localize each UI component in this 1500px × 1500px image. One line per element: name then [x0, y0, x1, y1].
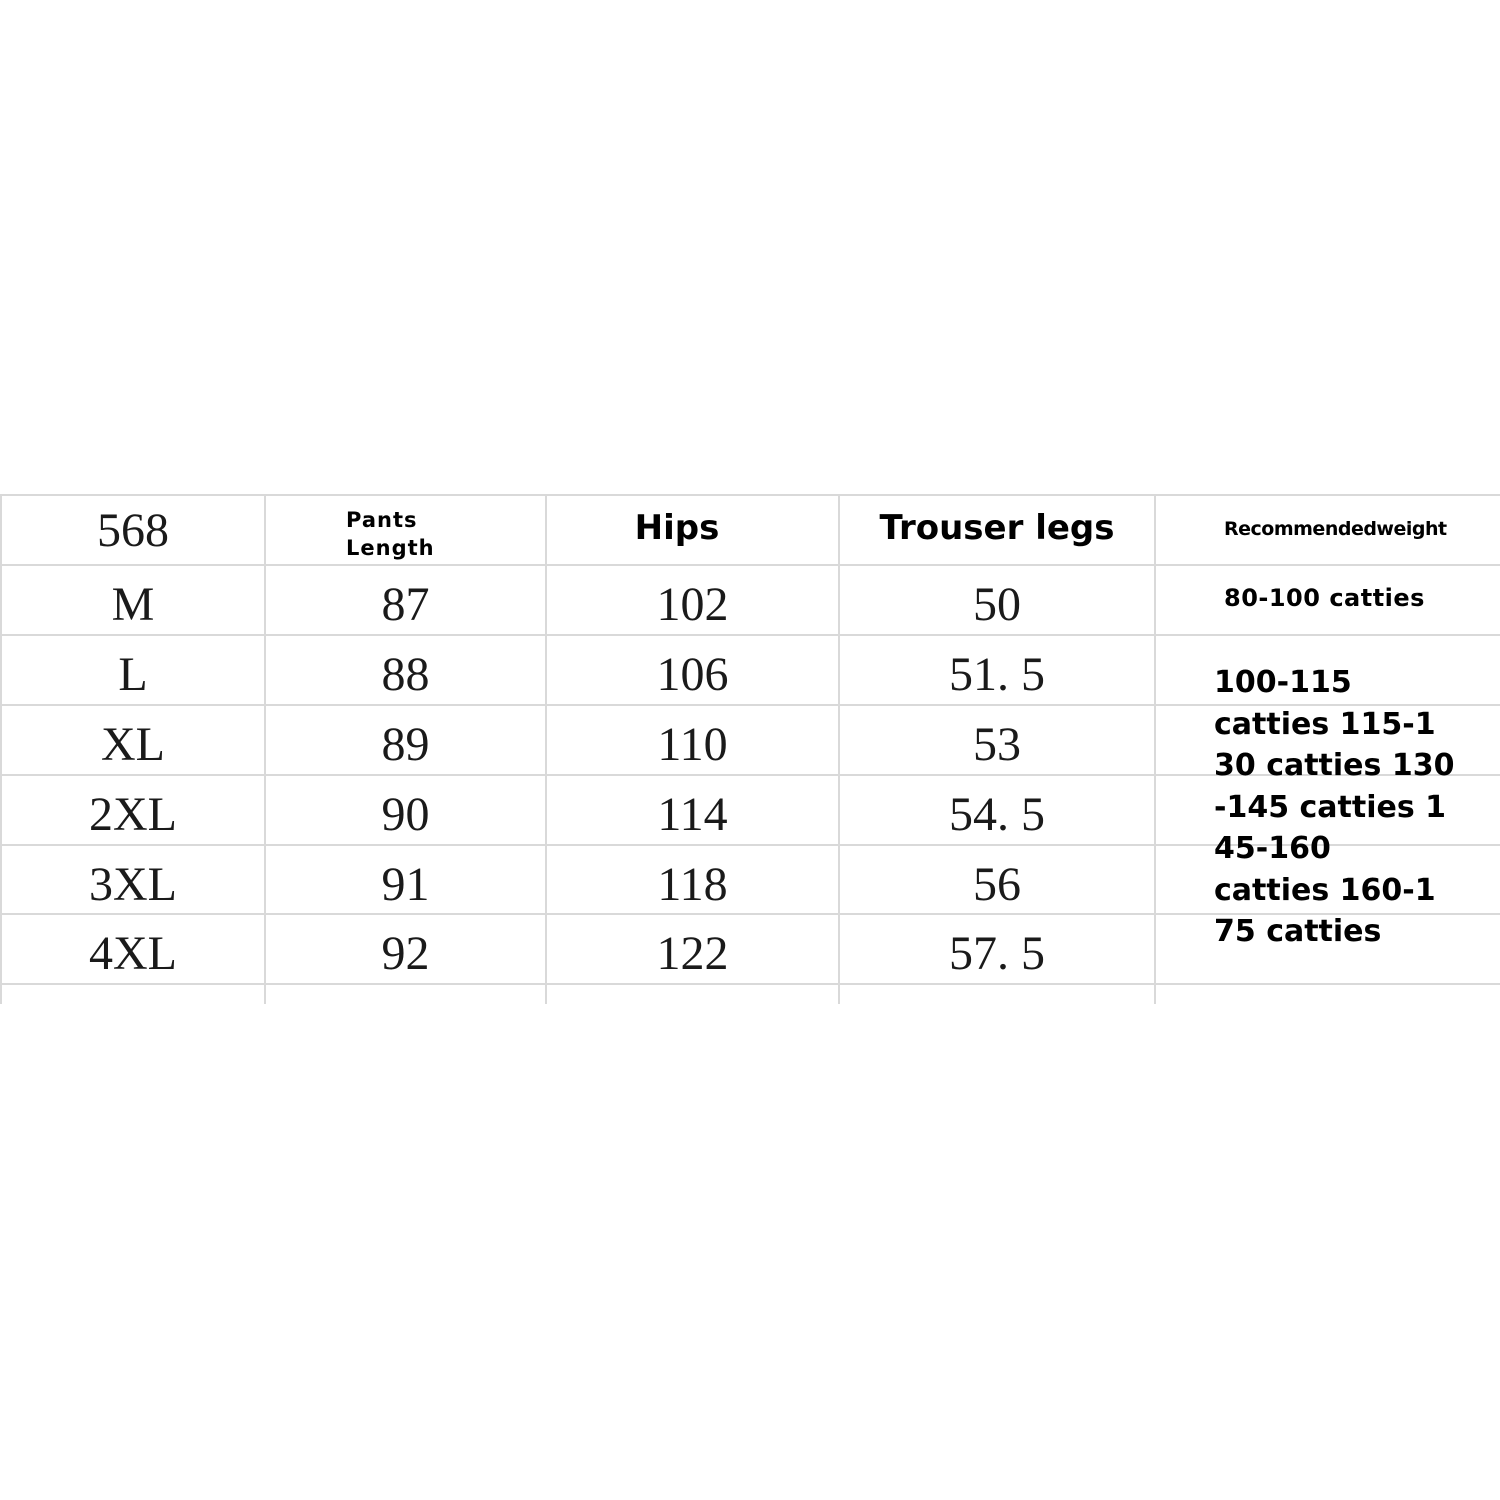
- trouser-legs-cell: 56: [973, 857, 1021, 911]
- weight-line: -145 catties 1: [1214, 789, 1447, 825]
- trouser-legs-cell: 50: [973, 577, 1021, 631]
- pants-length-cell: 87: [381, 577, 430, 631]
- weight-line: catties 115-1: [1214, 706, 1436, 742]
- hips-cell: 122: [656, 926, 729, 980]
- hips-cell: 118: [657, 857, 728, 911]
- trouser-legs-cell: 53: [973, 717, 1021, 771]
- pants-length-cell: 92: [381, 926, 430, 980]
- header-recommended-weight: Recommendedweight: [1224, 518, 1447, 540]
- weight-block: [1214, 662, 1498, 953]
- column-divider: [1154, 494, 1156, 1004]
- size-cell: 4XL: [89, 926, 177, 980]
- weight-line: 30 catties 130: [1214, 748, 1455, 783]
- hips-cell: 110: [657, 717, 728, 771]
- trouser-legs-cell: 51. 5: [949, 647, 1045, 701]
- weight-cell-m: 80-100 catties: [1224, 584, 1425, 612]
- header-trouser-legs: Trouser legs: [879, 508, 1115, 548]
- header-pants-length: [346, 506, 435, 562]
- weight-line: catties 160-1: [1214, 872, 1436, 908]
- weight-line: 100-115: [1214, 665, 1352, 700]
- size-cell: XL: [101, 717, 165, 771]
- trouser-legs-cell: 54. 5: [949, 787, 1045, 841]
- weight-line: 45-160: [1214, 831, 1331, 866]
- header-code: 568: [97, 503, 169, 557]
- size-cell: 3XL: [89, 857, 177, 911]
- size-cell: M: [111, 577, 155, 631]
- pants-length-cell: 91: [381, 857, 430, 911]
- hips-cell: 114: [657, 787, 728, 841]
- header-pants-length-line2: Length: [346, 536, 435, 560]
- header-pants-length-line1: Pants: [346, 508, 418, 532]
- size-cell: 2XL: [89, 787, 177, 841]
- trouser-legs-cell: 57. 5: [949, 926, 1045, 980]
- size-cell: L: [118, 647, 148, 701]
- pants-length-cell: 89: [381, 717, 430, 771]
- header-hips: Hips: [634, 508, 720, 548]
- hips-cell: 102: [656, 577, 729, 631]
- hips-cell: 106: [656, 647, 729, 701]
- weight-line: 75 catties: [1214, 914, 1382, 949]
- pants-length-cell: 88: [381, 647, 430, 701]
- pants-length-cell: 90: [381, 787, 430, 841]
